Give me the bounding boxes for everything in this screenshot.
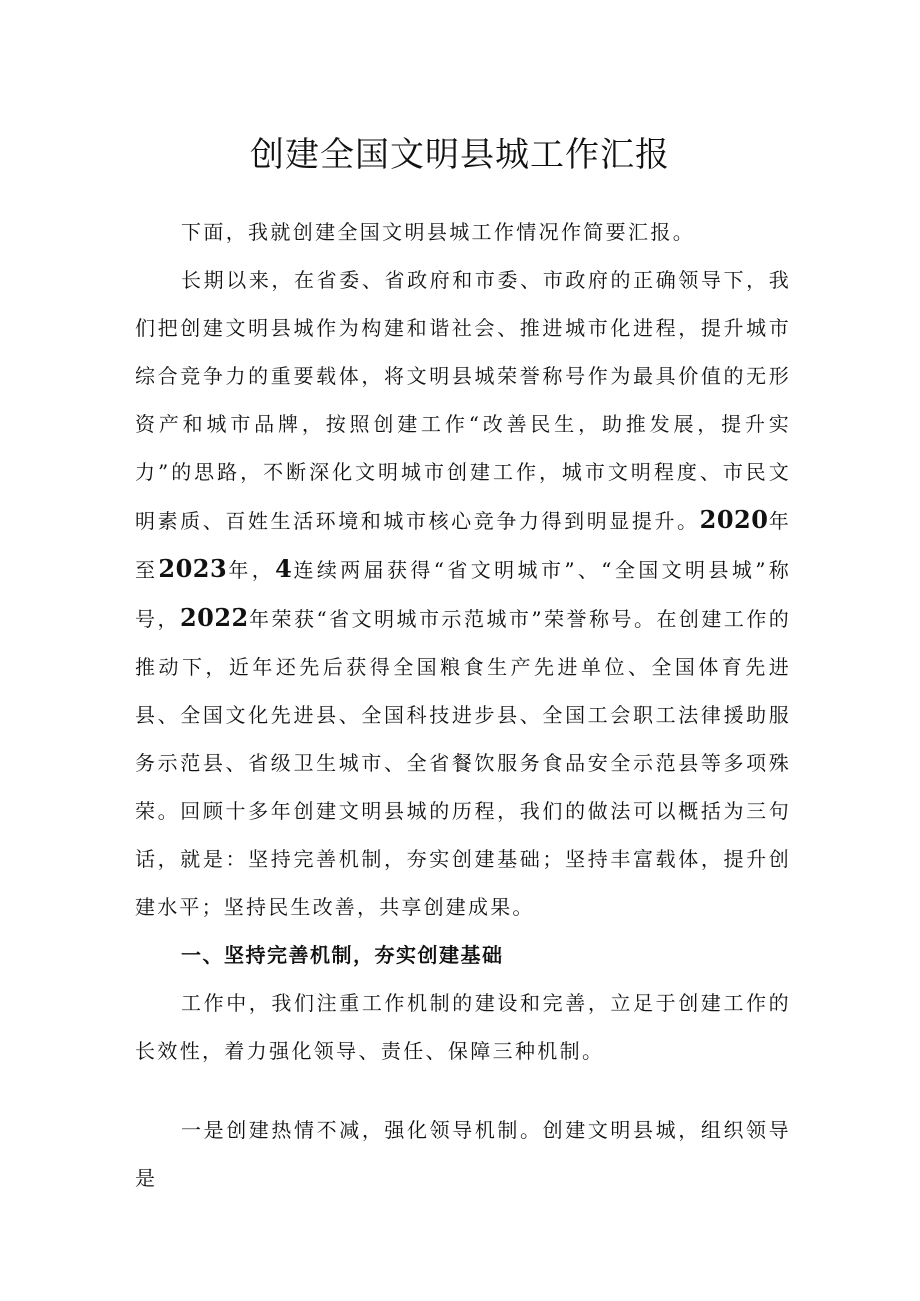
leadership-paragraph: 一是创建热情不减，强化领导机制。创建文明县城，组织领导是 <box>135 1118 791 1190</box>
section-heading-1: 一、坚持完善机制，夯实创建基础 <box>181 943 504 967</box>
year-2022: 2022 <box>179 603 249 632</box>
background-paragraph <box>135 256 791 931</box>
background-text-part-2: 年至 <box>135 509 792 582</box>
background-text-part-4: 连续两届获得“省文明城市”、“全国文明县城”称号， <box>135 558 792 631</box>
background-text-part-5: 年荣获“省文明城市示范城市”荣誉称号。在创建工作的推动下，近年还先后获得全国粮食生产先进单位、全国体育先进县、全国文化先进县、全国科技进步县、全国工会职工法律援助服务示范县、省级卫生城市、全省餐饮服务食品安全示范县等多项殊荣。回顾十多年创建文明县城的历程，我们的做法可以概括为三句话，就是：坚持完善机制，夯实创建基础；坚持丰富载体，提升创建水平；坚持民生改善，共享创建成果。 <box>135 607 791 919</box>
year-2023: 2023 <box>158 554 228 583</box>
document-title: 创建全国文明县城工作汇报 <box>250 135 670 175</box>
mechanism-paragraph: 工作中，我们注重工作机制的建设和完善，立足于创建工作的长效性，着力强化领导、责任、保障三种机制。 <box>135 991 791 1063</box>
background-text-part-3: 年， <box>227 558 276 582</box>
intro-paragraph: 下面，我就创建全国文明县城工作情况作简要汇报。 <box>181 220 696 244</box>
number-4: 4 <box>275 554 293 583</box>
background-text-part-1: 长期以来，在省委、省政府和市委、市政府的正确领导下，我们把创建文明县城作为构建和谐社会、推进城市化进程，提升城市综合竞争力的重要载体，将文明县城荣誉称号作为最具价值的无形资产和城市品牌，按照创建工作“改善民生，助推发展，提升实力”的思路，不断深化文明城市创建工作，城市文明程度、市民文明素质、百姓生活环境和城市核心竞争力得到明显提升。 <box>135 268 791 533</box>
year-2020: 2020 <box>699 505 769 534</box>
